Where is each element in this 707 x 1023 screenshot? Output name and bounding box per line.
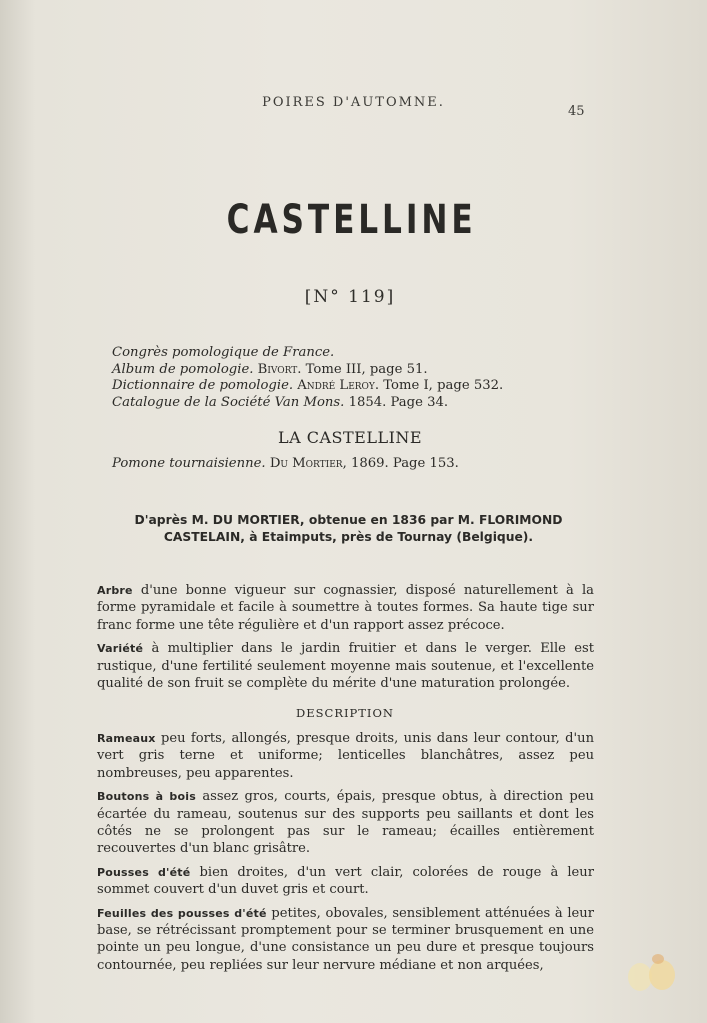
- reference-detail: Tome III, page 51.: [305, 361, 428, 377]
- paragraph-text: assez gros, courts, épais, presque obtus, à direction peu écartée du rameau, soutenus sur des supports peu saillants et dont les côtés ne se prolongent pas sur le rameau; écailles entièrement recouvertes d'un blanc grisâtre.: [97, 789, 594, 857]
- description-heading: DESCRIPTION: [296, 706, 394, 720]
- reference-detail: 1869. Page 153.: [350, 456, 459, 471]
- reference-line: [112, 362, 612, 379]
- reference-line: [112, 345, 612, 362]
- reference-author: Du Mortier,: [269, 456, 347, 471]
- synonym-reference: [112, 456, 459, 473]
- paragraph: [97, 640, 594, 692]
- origin-line: D'après M. DU MORTIER, obtenue en 1836 par M. FLORIMOND: [134, 513, 563, 527]
- reference-detail: Tome I, page 532.: [383, 378, 504, 393]
- reference-work: Dictionnaire de pomologie.: [112, 378, 294, 393]
- reference-author: André Leroy.: [297, 378, 380, 393]
- reference-author: Bivort.: [257, 361, 302, 377]
- paragraph-lead: Boutons à bois: [97, 790, 196, 804]
- origin-line: CASTELAIN, à Etaimputs, près de Tournay (Belgique).: [163, 530, 534, 544]
- origin-note: [96, 512, 601, 546]
- bibliography: [112, 345, 612, 411]
- paragraph-lead: Feuilles des pousses d'été: [97, 906, 267, 920]
- variety-title: CASTELLINE: [226, 197, 477, 243]
- paragraph: [97, 864, 594, 899]
- paragraph: [97, 788, 594, 858]
- page-number: 45: [568, 104, 585, 119]
- paragraph: [97, 905, 594, 975]
- description-section: [97, 730, 594, 980]
- paragraph-text: bien droites, d'un vert clair, colorées de rouge à leur sommet couvert d'un duvet gris et court.: [97, 864, 595, 898]
- reference-work: Congrès pomologique de France.: [112, 345, 335, 360]
- variety-number: [N° 119]: [304, 287, 396, 307]
- paragraph-text: peu forts, allongés, presque droits, unis dans leur contour, d'un vert gris terne et uniforme; lenticelles blanchâtres, assez peu nombreuses, peu apparentes.: [97, 731, 594, 781]
- reference-line: [112, 378, 612, 395]
- synonym-heading: LA CASTELLINE: [277, 428, 423, 447]
- reference-detail: 1854. Page 34.: [348, 394, 449, 410]
- paragraph: [97, 582, 594, 634]
- running-title: POIRES D'AUTOMNE.: [262, 95, 445, 110]
- paragraph-lead: Pousses d'été: [97, 865, 191, 879]
- fruit-watermark-icon: [618, 945, 688, 995]
- reference-work: Pomone tournaisienne.: [112, 456, 266, 471]
- paragraph-lead: Variété: [97, 642, 144, 656]
- intro-section: [97, 582, 594, 698]
- paragraph-lead: Rameaux: [97, 732, 156, 745]
- reference-work: Catalogue de la Société Van Mons.: [112, 394, 345, 410]
- reference-work: Album de pomologie.: [112, 361, 254, 377]
- paragraph-text: d'une bonne vigueur sur cognassier, disposé naturellement à la forme pyramidale et facile à soumettre à toutes formes. Sa haute tige sur franc forme une tête régulière et d'un rapport assez précoce.: [97, 583, 594, 633]
- paragraph-lead: Arbre: [97, 584, 133, 597]
- reference-line: [112, 395, 612, 412]
- paragraph-text: à multiplier dans le jardin fruitier et dans le verger. Elle est rustique, d'une fertilité seulement moyenne mais soutenue, et l'excellente qualité de son fruit se complète du mérite d'une maturation prolongée.: [97, 641, 594, 692]
- paragraph-text: petites, obovales, sensiblement atténuées à leur base, se rétrécissant promptement pour se terminer brusquement en une pointe un peu longue, d'une consistance un peu dure et presque toujours contournée, peu repliées sur leur nervure médiane et non arquées,: [97, 905, 594, 973]
- paragraph: [97, 730, 594, 782]
